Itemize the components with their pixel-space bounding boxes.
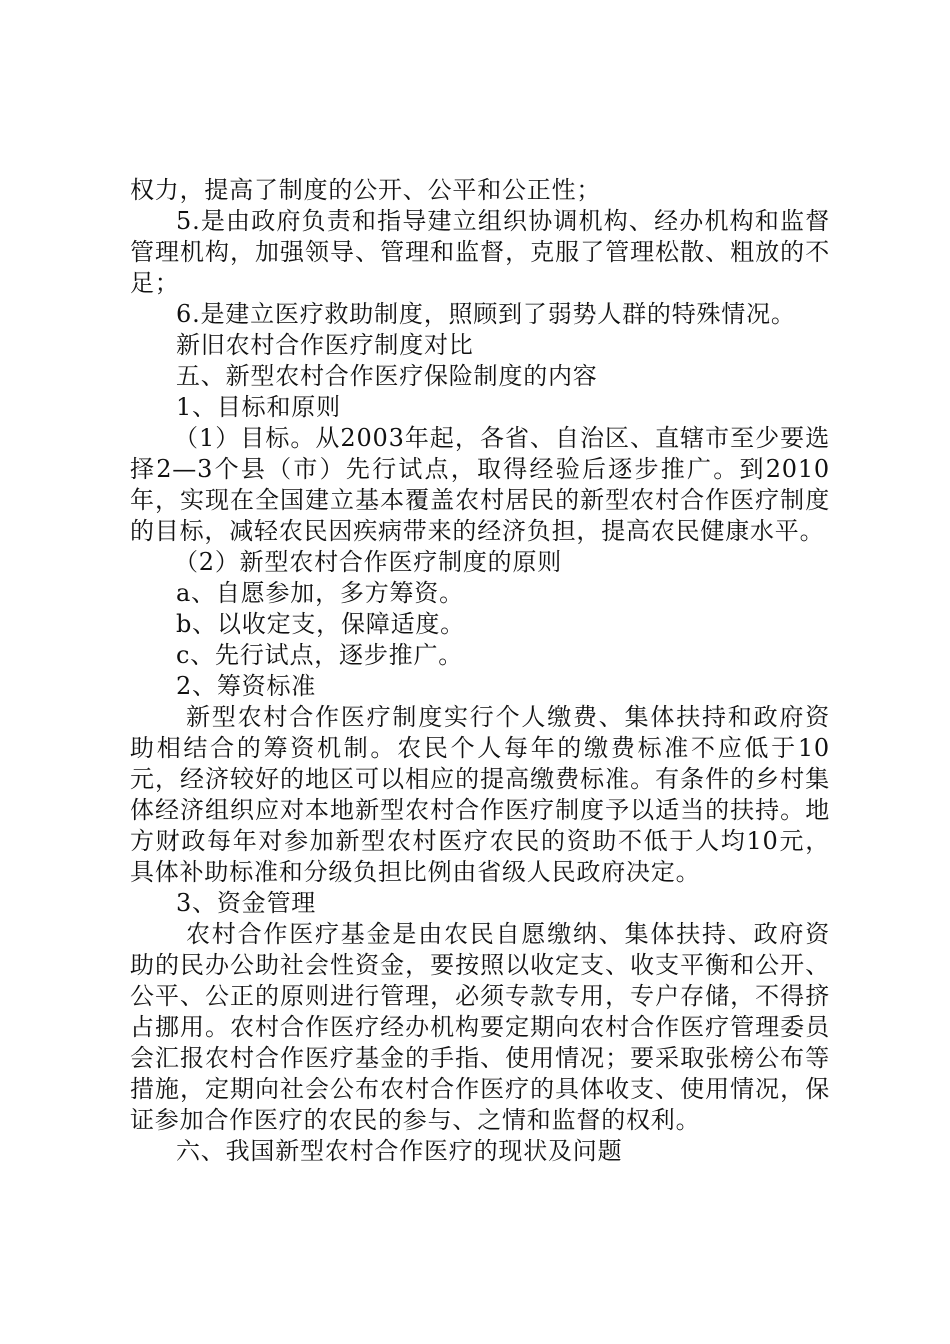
body-text: [130, 175, 830, 1167]
principle-c: c、先行试点，逐步推广。: [176, 641, 464, 669]
paragraph-continuation: 权力，提高了制度的公开、公平和公正性；: [130, 176, 602, 204]
paragraph-point-5: 5.是由政府负责和指导建立组织协调机构、经办机构和监督管理机构，加强领导、管理和监督，克服了管理松散、粗放的不足；: [130, 207, 830, 297]
section-heading-5: 五、新型农村合作医疗保险制度的内容: [176, 362, 598, 390]
paragraph-point-6: 6.是建立医疗救助制度，照顾到了弱势人群的特殊情况。: [176, 300, 796, 328]
subheading-goals-principles: 1、目标和原则: [176, 393, 341, 421]
paragraph-goal: （1）目标。从2003年起，各省、自治区、直辖市至少要选择2—3个县（市）先行试点，取得经验后逐步推广。到2010年，实现在全国建立基本覆盖农村居民的新型农村合作医疗制度的目标，减轻农民因疾病带来的经济负担，提高农民健康水平。: [130, 424, 830, 545]
principle-b: b、以收定支，保障适度。: [176, 610, 465, 638]
subheading-principles: （2）新型农村合作医疗制度的原则: [174, 548, 563, 576]
section-heading-6: 六、我国新型农村合作医疗的现状及问题: [176, 1137, 623, 1165]
principle-a: a、自愿参加，多方筹资。: [176, 579, 464, 607]
paragraph-fund-management: 农村合作医疗基金是由农民自愿缴纳、集体扶持、政府资助的民办公助社会性资金，要按照以收定支、收支平衡和公开、公平、公正的原则进行管理，必须专款专用，专户存储，不得挤占挪用。农村合作医疗经办机构要定期向农村合作医疗管理委员会汇报农村合作医疗基金的手指、使用情况；要采取张榜公布等措施，定期向社会公布农村合作医疗的具体收支、使用情况，保证参加合作医疗的农民的参与、之情和监督的权利。: [130, 920, 830, 1134]
paragraph-comparison-heading: 新旧农村合作医疗制度对比: [176, 331, 474, 359]
subheading-fund-management: 3、资金管理: [176, 889, 317, 917]
subheading-funding-standard: 2、筹资标准: [176, 672, 317, 700]
paragraph-funding: 新型农村合作医疗制度实行个人缴费、集体扶持和政府资助相结合的筹资机制。农民个人每年的缴费标准不应低于10元，经济较好的地区可以相应的提高缴费标准。有条件的乡村集体经济组织应对本地新型农村合作医疗制度予以适当的扶持。地方财政每年对参加新型农村医疗农民的资助不低于人均10元，具体补助标准和分级负担比例由省级人民政府决定。: [130, 703, 830, 886]
